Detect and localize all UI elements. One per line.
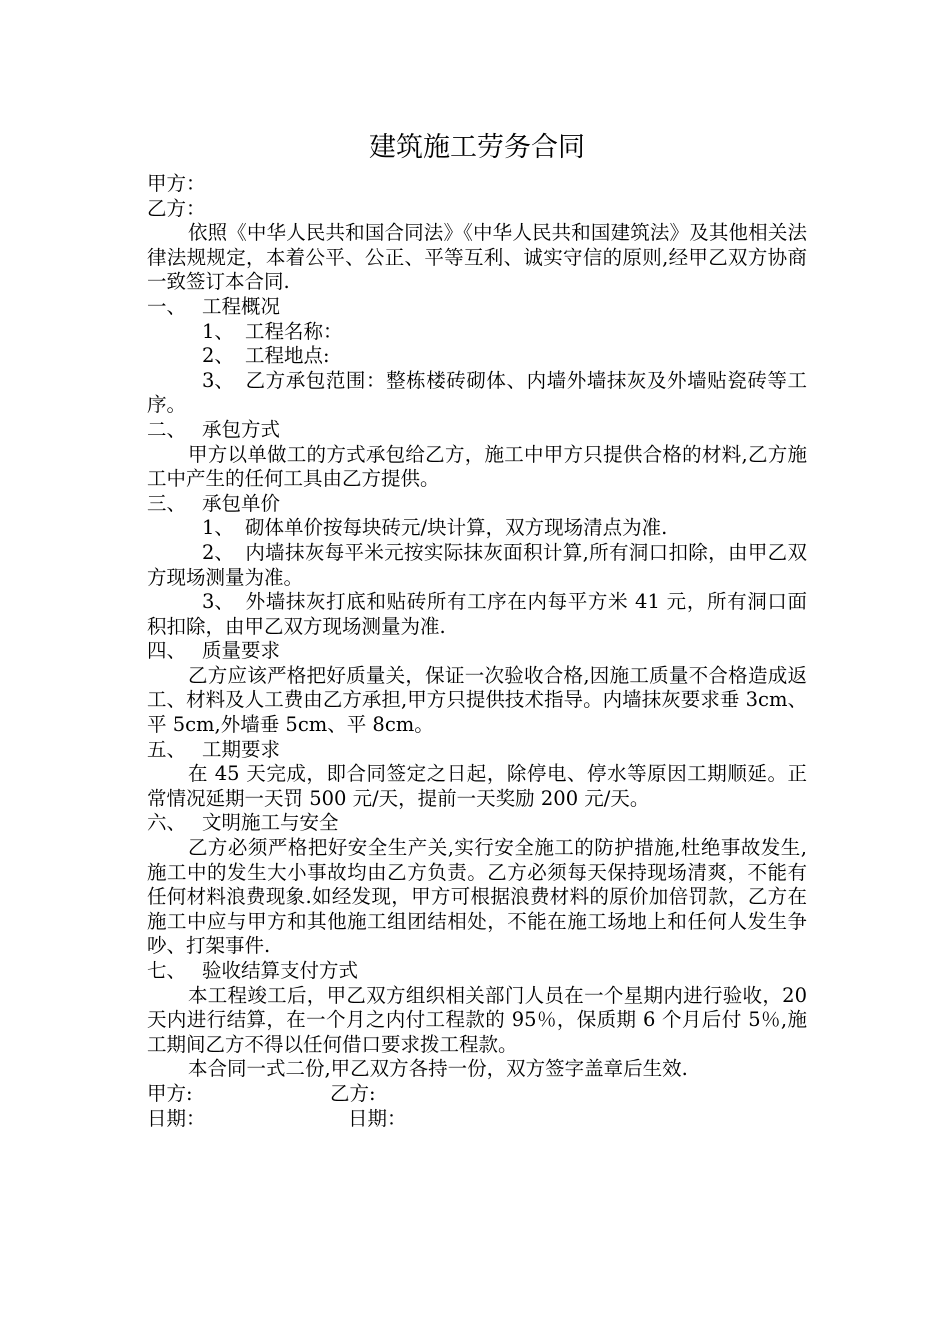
section-number: 一、 — [147, 294, 187, 318]
list-item — [147, 590, 807, 639]
section-6-heading — [147, 811, 807, 836]
section-number: 五、 — [147, 737, 187, 761]
list-item — [147, 320, 807, 345]
section-title: 工程概况 — [202, 294, 281, 318]
item-number: 2、 — [202, 540, 234, 564]
list-item — [147, 516, 807, 541]
item-text: 内墙抹灰每平米元按实际抹灰面积计算,所有洞口扣除，由甲乙双方现场测量为准。 — [147, 540, 807, 589]
item-text: 乙方承包范围：整栋楼砖砌体、内墙外墙抹灰及外墙贴瓷砖等工序。 — [147, 368, 807, 417]
section-title: 承包方式 — [202, 417, 281, 441]
party-a-date-label: 日期： — [147, 1106, 206, 1130]
party-b-date-label: 日期： — [348, 1106, 407, 1130]
section-2-body: 甲方以单做工的方式承包给乙方，施工中甲方只提供合格的材料,乙方施工中产生的任何工具由乙方提供。 — [147, 442, 807, 491]
list-item — [147, 369, 807, 418]
section-title: 工期要求 — [202, 737, 281, 761]
section-title: 文明施工与安全 — [202, 811, 339, 835]
item-number: 2、 — [202, 344, 234, 368]
section-4-heading — [147, 639, 807, 664]
section-6-body: 乙方必须严格把好安全生产关,实行安全施工的防护措施,杜绝事故发生,施工中的发生大小事故均由乙方负责。乙方必须每天保持现场清爽，不能有任何材料浪费现象.如经发现，甲方可根据浪费材料的原价加倍罚款，乙方在施工中应与甲方和其他施工组团结相处，不能在施工场地上和任何人发生争吵、打架事件. — [147, 836, 807, 958]
section-1-heading — [147, 295, 807, 320]
contract-document — [147, 128, 807, 1131]
section-4-body: 乙方应该严格把好质量关，保证一次验收合格,因施工质量不合格造成返工、材料及人工费由乙方承担,甲方只提供技术指导。内墙抹灰要求垂 3cm、平 5cm,外墙垂 5cm、平 8cm。 — [147, 663, 807, 737]
section-number: 六、 — [147, 811, 187, 835]
party-b-signature-label: 乙方: — [330, 1081, 376, 1105]
list-item — [147, 344, 807, 369]
item-text: 外墙抹灰打底和贴砖所有工序在内每平方米 41 元，所有洞口面积扣除，由甲乙双方现场测量为准. — [147, 590, 807, 638]
section-5-heading — [147, 738, 807, 763]
closing-paragraph: 本合同一式二份,甲乙双方各持一份，双方签字盖章后生效. — [187, 1057, 688, 1081]
item-number: 3、 — [202, 590, 234, 614]
section-title: 承包单价 — [202, 491, 281, 515]
item-number: 1、 — [202, 516, 234, 540]
section-number: 二、 — [147, 417, 187, 441]
section-number: 四、 — [147, 639, 187, 663]
party-b-line: 乙方： — [147, 196, 206, 220]
section-title: 质量要求 — [202, 639, 281, 663]
section-title: 验收结算支付方式 — [202, 959, 359, 982]
item-text: 工程地点: — [245, 344, 330, 368]
intro-paragraph: 依照《中华人民共和国合同法》《中华人民共和国建筑法》及其他相关法律法规规定，本着公平、公正、平等互利、诚实守信的原则,经甲乙双方协商一致签订本合同. — [147, 221, 807, 294]
section-3-heading — [147, 492, 807, 517]
signature-row — [147, 1082, 807, 1107]
item-text: 砌体单价按每块砖元/块计算，双方现场清点为准. — [245, 516, 668, 540]
section-number: 七、 — [147, 959, 187, 982]
section-7-heading — [147, 959, 807, 984]
section-number: 三、 — [147, 491, 187, 515]
section-5-body: 在 45 天完成，即合同签定之日起，除停电、停水等原因工期顺延。正常情况延期一天罚 500 元/天，提前一天奖励 200 元/天。 — [147, 762, 807, 810]
item-number: 3、 — [202, 368, 234, 392]
document-title: 建筑施工劳务合同 — [369, 132, 585, 163]
party-a-line: 甲方： — [147, 172, 206, 195]
party-a-signature-label: 甲方: — [147, 1081, 193, 1105]
item-number: 1、 — [202, 319, 234, 343]
section-2-heading — [147, 418, 807, 443]
date-row — [147, 1107, 807, 1132]
section-7-body: 本工程竣工后，甲乙双方组织相关部门人员在一个星期内进行验收，20 天内进行结算，在一个月之内付工程款的 95％，保质期 6 个月后付 5％,施工期间乙方不得以任何借口要求拨工程款。 — [147, 983, 807, 1056]
item-text: 工程名称： — [245, 319, 343, 343]
list-item — [147, 541, 807, 590]
